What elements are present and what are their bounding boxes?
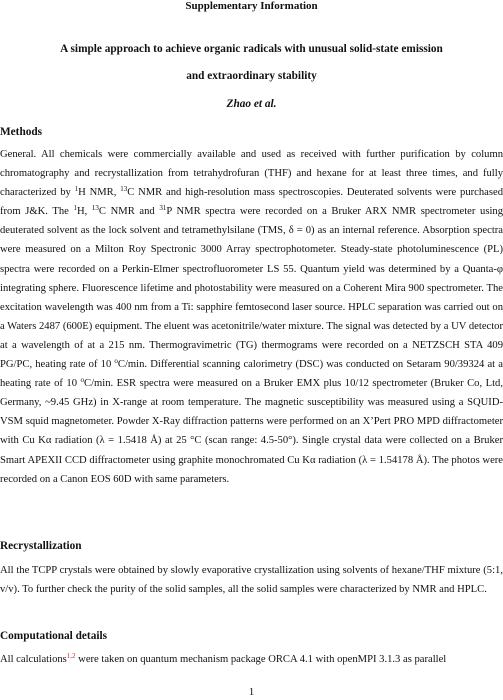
computational-paragraph: All calculations$^{1,2}$ were taken on quantum mechanism package ORCA 4.1 with openMPI 3.1.3 as parallel — [0, 652, 447, 665]
methods-general-paragraph: General. All chemicals were commercially available and used as received with further purification by column chromatography and recrystallization from tetrahydrofuran (THF) and hexane for at least three times, and fully characterized by $^1$H NMR, $^{13}$C NMR and high-resolution mass spectroscopies. Deuterated solvents were purchased from J&K. The $^1$H, $^{13}$C NMR and $^{31}$P NMR spectra were recorded on a Bruker ARX NMR spectrometer using deuterated solvent as the lock solvent and tetramethylsilane (TMS, δ = 0) as an internal reference. Absorption spectra were measured on a Milton Roy Spectronic 3000 Array spectrophotometer. Steady-state photoluminescence (PL) spectra were recorded on a Perkin-Elmer spectrofluorometer LS 55. Quantum yield was determined by a Quanta-φ integrating sphere. Fluorescence lifetime and photostability were measured on a Coherent Mira 900 spectrometer. The excitation wavelength was 400 nm from a Ti: sapphire femtosecond laser source. HPLC separation was carried out on a Waters 2487 (600E) equipment. The eluent was acetonitrile/water mixture. The signal was detected by a UV detector at a wavelength of at a 215 nm. Thermogravimetric (TG) thermograms were recorded on a NETZSCH STA 409 PG/PC, heating rate of 10 $^o$C/min. Differential scanning calorimetry (DSC) was conducted on Setaram 90/39324 at a heating rate of 10 $^o$C/min. ESR spectra were measured on a Bruker EMX plus 10/12 spectrometer (Bruker Co, Ltd, Germany, ~9.45 GHz) in X-range at room temperature. The magnetic susceptibility was measured using a SQUID-VSM squid magnetometer. Powder X-Ray diffraction patterns were performed on an X’Pert PRO MPD diffractometer with Cu Kα radiation (λ = 1.5418 Å) at 25 °C (scan range: 4.5-50°). Single crystal data were collected on a Bruker Smart APEXII CCD diffractometer using graphite monochromated Cu Kα radiation (λ = 1.54178 Å). The photos were recorded on a Canon EOS 60D with same parameters. — [0, 149, 503, 485]
paper-title-line-1: A simple approach to achieve organic radicals with unusual solid-state emission — [60, 43, 443, 55]
computational-heading: Computational details — [0, 630, 108, 642]
authors: Zhao et al. — [226, 98, 277, 110]
recrystallization-heading: Recrystallization — [0, 540, 82, 552]
methods-heading: Methods — [0, 126, 43, 138]
supplementary-header: Supplementary Information — [185, 0, 318, 12]
recrystallization-paragraph: All the TCPP crystals were obtained by slowly evaporative crystallization using solvents of hexane/THF mixture (5:1, v/v). To further check the purity of the solid samples, all the solid samples were characterized by NMR and HPLC. — [0, 565, 503, 596]
page-number: 1 — [248, 686, 255, 698]
paper-title-line-2: and extraordinary stability — [186, 70, 317, 82]
citation-link[interactable]: 1,2 — [66, 652, 76, 660]
